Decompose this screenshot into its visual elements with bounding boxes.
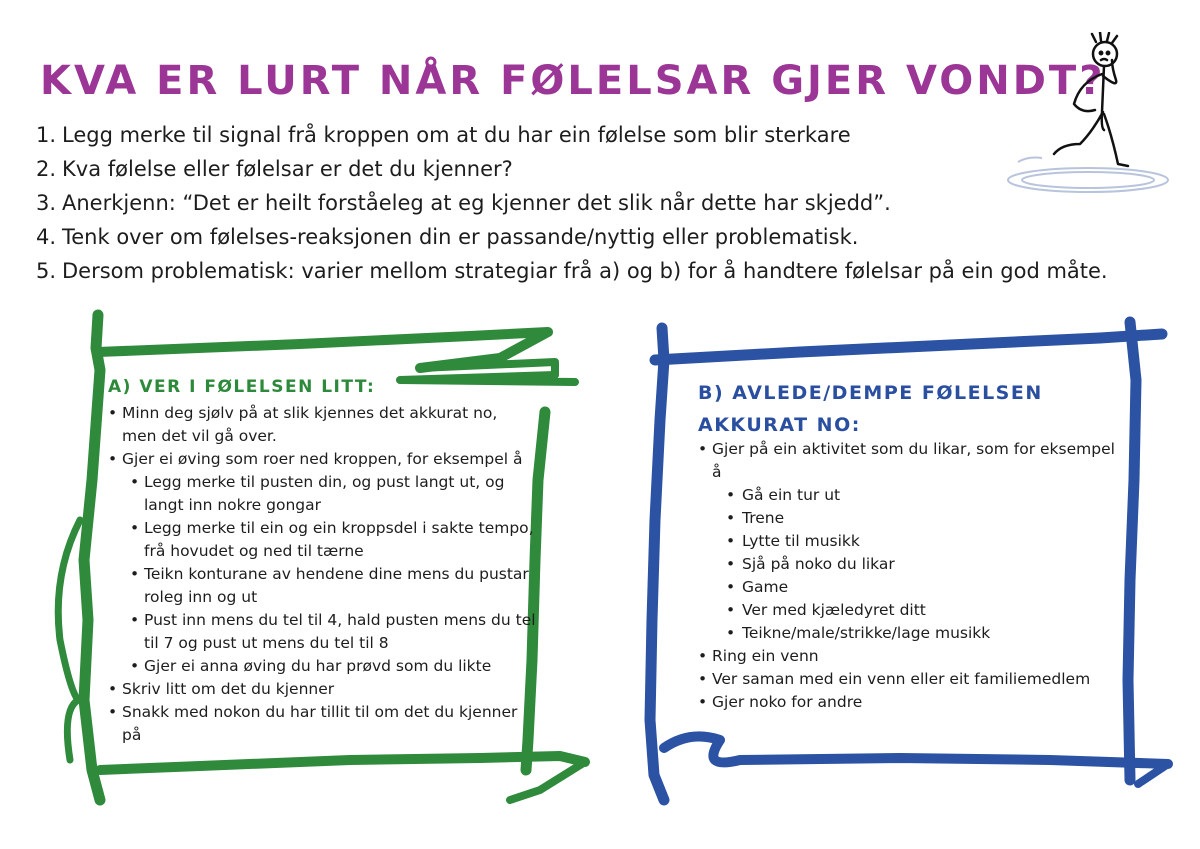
list-item: • Gjer noko for andre (696, 691, 1116, 714)
list-subitem: • Legg merke til ein og ein kroppsdel i sakte tempo, frå hovudet og ned til tærne (128, 517, 536, 563)
box-a-heading: A) VER I FØLELSEN LITT: (108, 377, 376, 397)
list-subitem: • Pust inn mens du tel til 4, hald pusten mens du tel til 7 og pust ut mens du tel til 8 (128, 609, 536, 655)
list-subitem: • Trene (710, 507, 1116, 530)
step-number: 1. (36, 123, 57, 147)
list-subitem: • Ver med kjæledyret ditt (710, 599, 1116, 622)
step-text: Legg merke til signal frå kroppen om at du har ein følelse som blir sterkare (62, 123, 851, 147)
page-title: KVA ER LURT NÅR FØLELSAR GJER VONDT? (40, 58, 1106, 104)
step-text: Anerkjenn: “Det er heilt forståeleg at eg kjenner det slik når dette har skjedd”. (62, 191, 891, 215)
list-subitem: • Sjå på noko du likar (710, 553, 1116, 576)
step-number: 4. (36, 225, 57, 249)
list-item: • Minn deg sjølv på at slik kjennes det akkurat no, men det vil gå over. (106, 402, 536, 448)
list-subitem: • Teikne/male/strikke/lage musikk (710, 622, 1116, 645)
step-text: Dersom problematisk: varier mellom strategiar frå a) og b) for å handtere følelsar på ein god måte. (62, 259, 1108, 283)
list-item: • Ring ein venn (696, 645, 1116, 668)
step-number: 3. (36, 191, 57, 215)
list-subitem: • Game (710, 576, 1116, 599)
list-subitem: • Legg merke til pusten din, og pust langt ut, og langt inn nokre gongar (128, 471, 536, 517)
list-subitem: • Teikn konturane av hendene dine mens du pustar roleg inn og ut (128, 563, 536, 609)
step-text: Tenk over om følelses-reaksjonen din er passande/nyttig eller problematisk. (62, 225, 859, 249)
list-item: • Gjer ei øving som roer ned kroppen, for eksempel å (106, 448, 536, 471)
list-subitem: • Gjer ei anna øving du har prøvd som du likte (128, 655, 536, 678)
list-item: • Gjer på ein aktivitet som du likar, som for eksempel å (696, 438, 1116, 484)
list-item: • Snakk med nokon du har tillit til om det du kjenner på (106, 701, 536, 747)
step-number: 2. (36, 157, 57, 181)
box-b-list (696, 438, 1116, 714)
step-text: Kva følelse eller følelsar er det du kjenner? (62, 157, 513, 181)
box-b-heading: B) AVLEDE/DEMPE FØLELSEN AKKURAT NO: (698, 382, 1043, 436)
list-item: • Ver saman med ein venn eller eit familiemedlem (696, 668, 1116, 691)
box-a-list (106, 402, 536, 747)
step-number: 5. (36, 259, 57, 283)
list-item: • Skriv litt om det du kjenner (106, 678, 536, 701)
list-subitem: • Lytte til musikk (710, 530, 1116, 553)
list-subitem: • Gå ein tur ut (710, 484, 1116, 507)
